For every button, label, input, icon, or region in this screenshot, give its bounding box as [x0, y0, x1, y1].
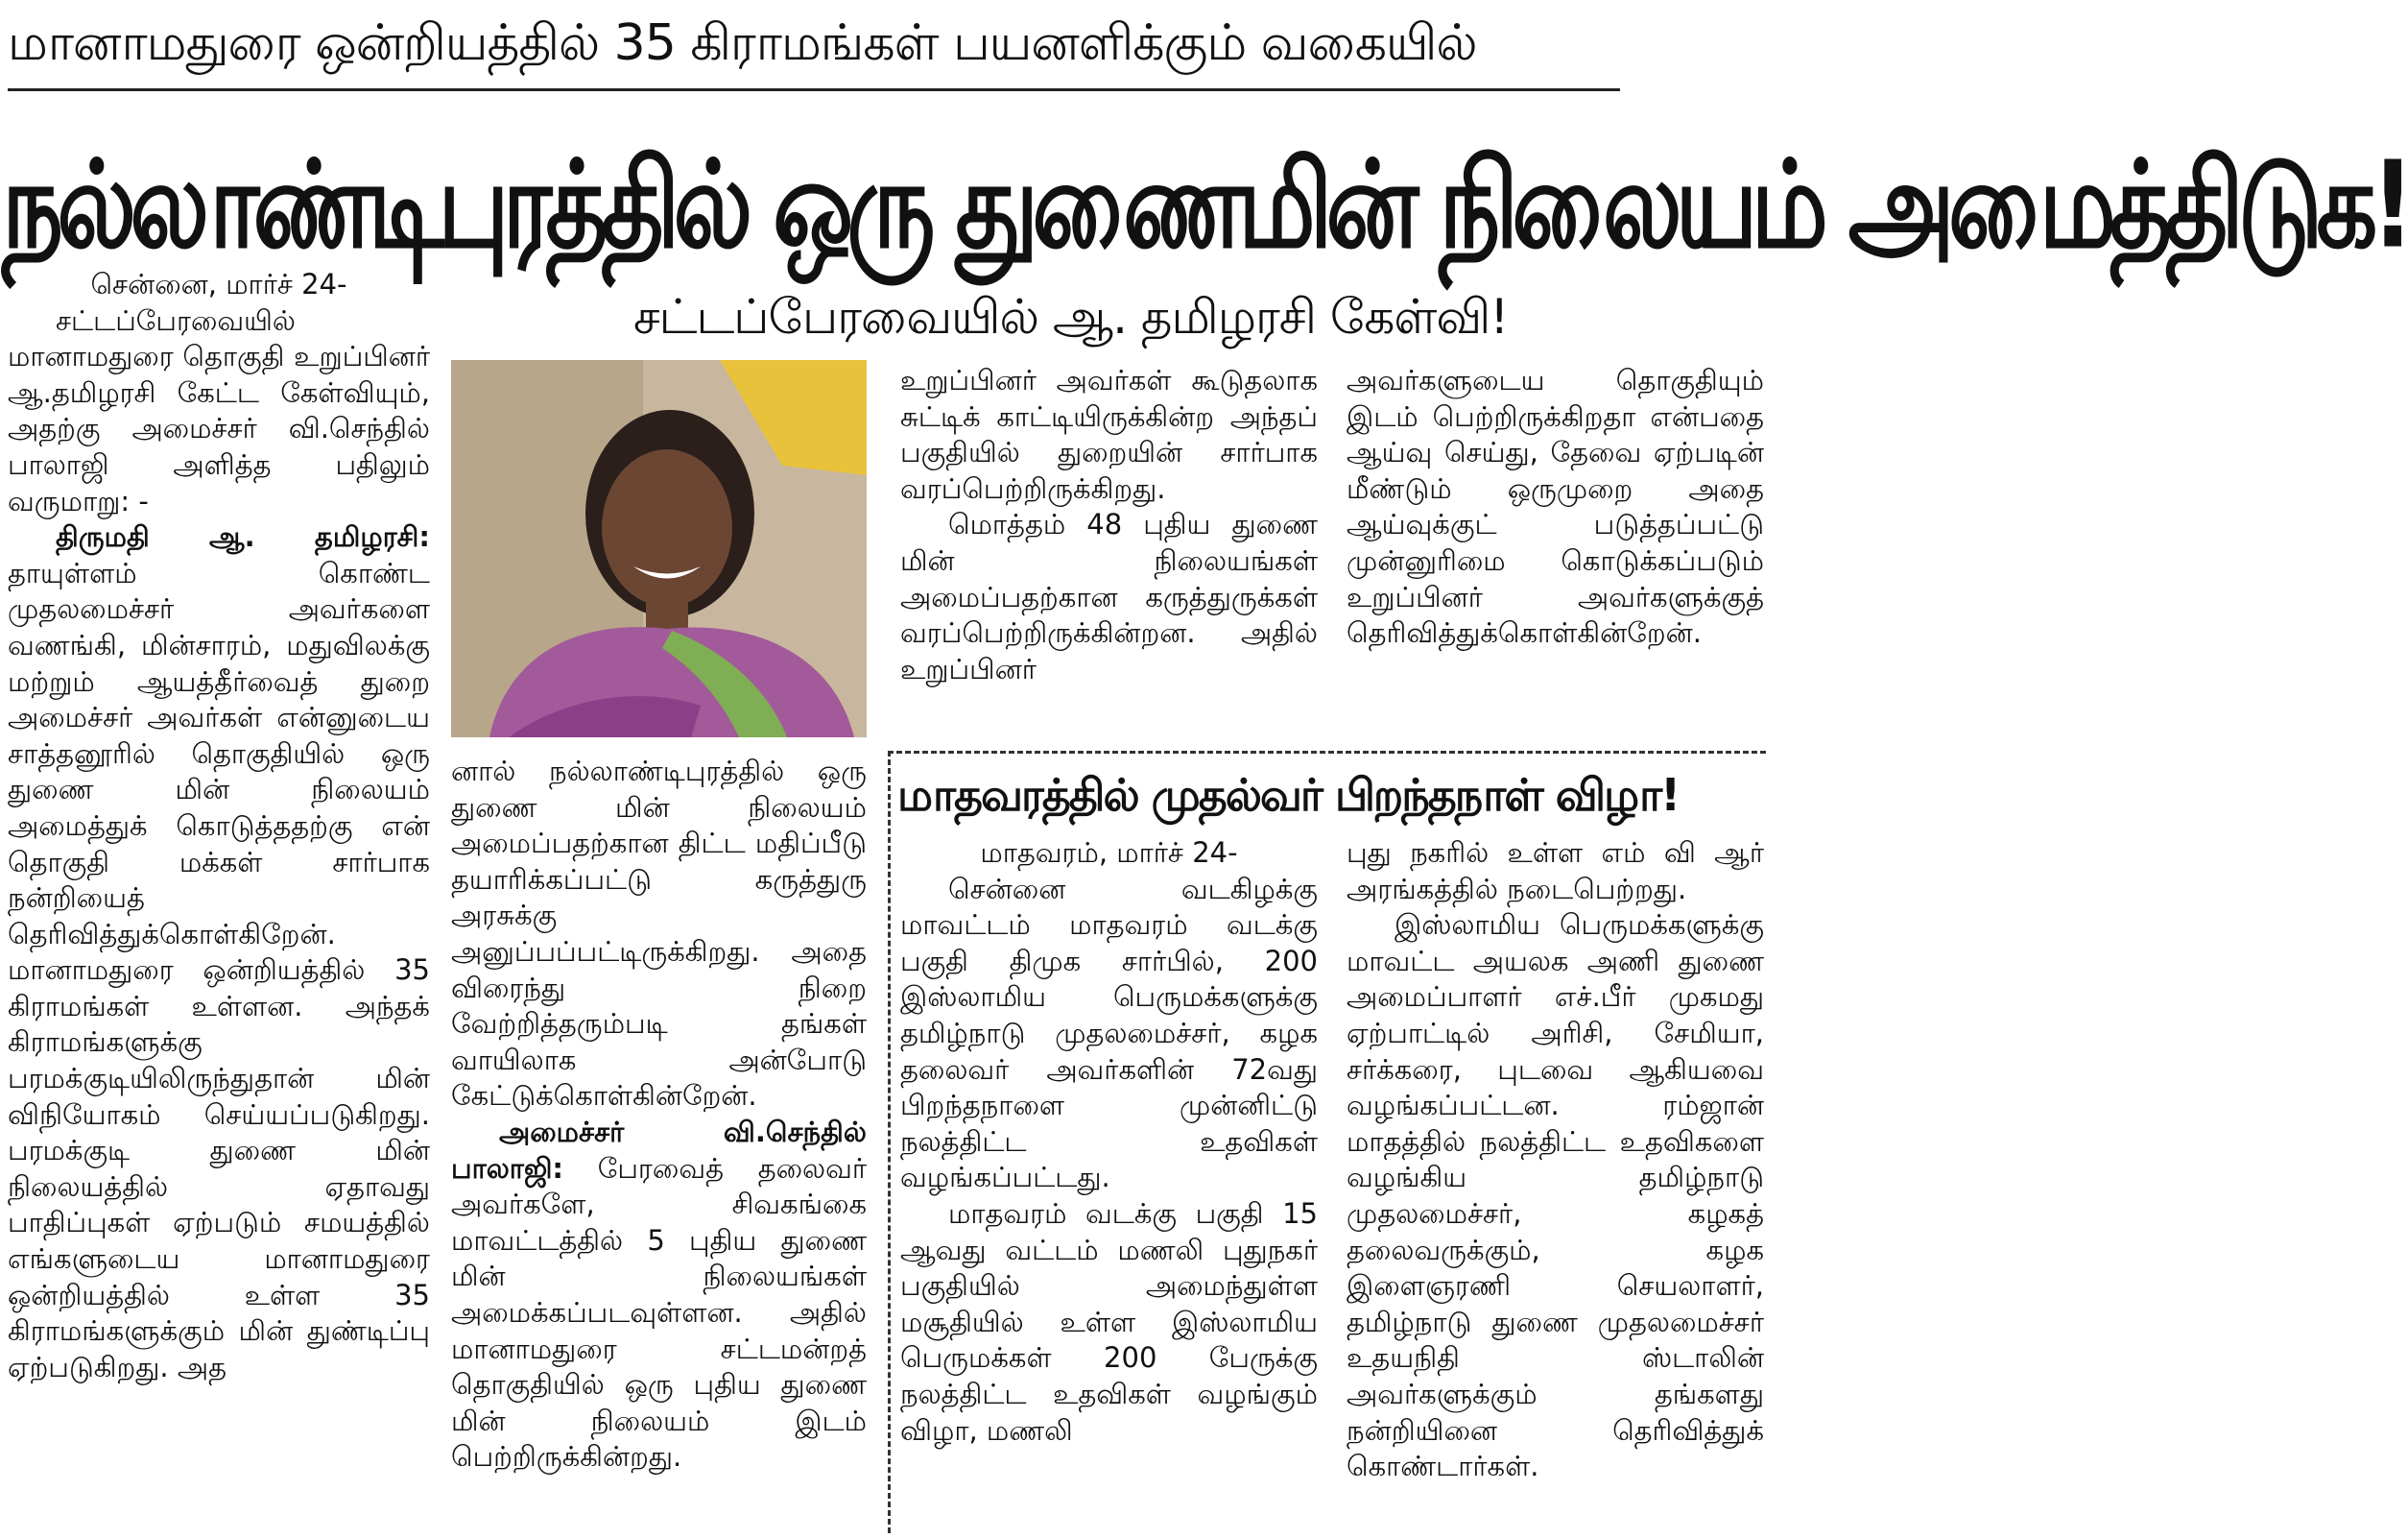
- box-col2-p2: இஸ்லாமிய பெருமக்களுக்கு மாவட்ட அயலக அணி துணை அமைப்பாளர் எச்.பீர் முகமது ஏற்பாட்டில் அரிசி, சேமியா, சர்க்கரை, புடவை ஆகியவை வழங்கப்பட்டன. ரம்ஜான் மாதத்தில் நலத்திட்ட உதவிகளை வழங்கிய தமிழ்நாடு முதலமைச்சர், கழகத் தலைவருக்கும், கழக இளைஞரணி செயலாளர், தமிழ்நாடு துணை முதலமைச்சர் உதயநிதி ஸ்டாலின் அவர்களுக்கும் தங்களது நன்றியினை தெரிவித்துக் கொண்டார்கள்.: [1347, 908, 1764, 1483]
- speaker-minister: அமைச்சர் வி.செந்தில் பாலாஜி:: [451, 1115, 867, 1185]
- article-intro: சட்டப்பேரவையில் மானாமதுரை தொகுதி உறுப்பினர் ஆ.தமிழரசி கேட்ட கேள்வியும், அதற்கு அமைச்சர் வி.செந்தில் பாலாஜி அளித்த பதிலும் வருமாறு: -: [8, 303, 430, 517]
- minister-reply: பேரவைத் தலைவர் அவர்களே, சிவகங்கை மாவட்டத்தில் 5 புதிய துணை மின் நிலையங்கள் அமைக்கப்படவுள்ளன. அதில் மானாமதுரை சட்டமன்றத் தொகுதியில் ஒரு புதிய துணை மின் நிலையம் இடம் பெற்றிருக்கின்றது.: [451, 1151, 867, 1474]
- article-dateline: சென்னை, மார்ச் 24-: [90, 268, 347, 300]
- box-headline: மாதவரத்தில் முதல்வர் பிறந்தநாள் விழா!: [897, 769, 1680, 821]
- box-border-left: [888, 751, 891, 1533]
- portrait-photo: [451, 360, 867, 737]
- article-col3-p2: மொத்தம் 48 புதிய துணை மின் நிலையங்கள் அமைப்பதற்கான கருத்துருக்கள் வரப்பெற்றிருக்கின்றன. அதில் உறுப்பினர்: [900, 508, 1318, 685]
- kicker-rule: [8, 88, 1620, 91]
- box-border-top: [888, 751, 1766, 754]
- box-col1-p1: சென்னை வடகிழக்கு மாவட்டம் மாதவரம் வடக்கு பகுதி திமுக சார்பில், 200 இஸ்லாமிய பெருமக்களுக்கு தமிழ்நாடு முதலமைச்சர், கழக தலைவர் அவர்களின் 72வது பிறந்தநாளை முன்னிட்டு நலத்திட்ட உதவிகள் வழங்கப்பட்டது.: [900, 872, 1318, 1194]
- article-column-4: [1347, 363, 1764, 652]
- box-column-2: [1347, 835, 1764, 1485]
- speaker-tamilarasi: திருமதி ஆ. தமிழரசி:: [56, 520, 430, 554]
- article-column-2: [451, 754, 867, 1476]
- box-col2-p1: புது நகரில் உள்ள எம் வி ஆர் அரங்கத்தில் நடைபெற்றது.: [1347, 836, 1764, 905]
- box-column-1: [900, 835, 1318, 1449]
- article-subhead: சட்டப்பேரவையில் ஆ. தமிழரசி கேள்வி!: [633, 289, 1509, 345]
- article-col3-p1: உறுப்பினர் அவர்கள் கூடுதலாக சுட்டிக் காட்டியிருக்கின்ற அந்தப் பகுதியில் துறையின் சார்பாக வரப்பெற்றிருக்கிறது.: [900, 364, 1318, 505]
- article-column-3: [900, 363, 1318, 687]
- article-col4-p1: அவர்களுடைய தொகுதியும் இடம் பெற்றிருக்கிறதா என்பதை ஆய்வு செய்து, தேவை ஏற்படின் மீண்டும் ஒருமுறை அதை ஆய்வுக்குட் படுத்தப்பட்டு முன்னுரிமை கொடுக்கப்படும் உறுப்பினர் அவர்களுக்குத் தெரிவித்துக்கொள்கின்றேன்.: [1347, 364, 1764, 650]
- box-col1-p2: மாதவரம் வடக்கு பகுதி 15 ஆவது வட்டம் மணலி புதுநகர் பகுதியில் அமைந்துள்ள மசூதியில் உள்ள இஸ்லாமிய பெருமக்கள் 200 பேருக்கு நலத்திட்ட உதவிகள் வழங்கும் விழா, மணலி: [900, 1196, 1318, 1447]
- tamilarasi-speech: தாயுள்ளம் கொண்ட முதலமைச்சர் அவர்களை வணங்கி, மின்சாரம், மதுவிலக்கு மற்றும் ஆயத்தீர்வைத் துறை அமைச்சர் அவர்கள் என்னுடைய சாத்தனூரில் தொகுதியில் ஒரு துணை மின் நிலையம் அமைத்துக் கொடுத்ததற்கு என் தொகுதி மக்கள் சார்பாக நன்றியைத் தெரிவித்துக்கொள்கிறேன். மானாமதுரை ஒன்றியத்தில் 35 கிராமங்கள் உள்ளன. அந்தக் கிராமங்களுக்கு பரமக்குடியிலிருந்துதான் மின் விநியோகம் செய்யப்படுகிறது. பரமக்குடி துணை மின் நிலையத்தில் ஏதாவது பாதிப்புகள் ஏற்படும் சமயத்தில் எங்களுடைய மானாமதுரை ஒன்றியத்தில் உள்ள 35 கிராமங்களுக்கும் மின் துண்டிப்பு ஏற்படுகிறது. அத: [8, 556, 430, 1383]
- article-col2-text: னால் நல்லாண்டிபுரத்தில் ஒரு துணை மின் நிலையம் அமைப்பதற்கான திட்ட மதிப்பீடு தயாரிக்கப்பட்டு கருத்துரு அரசுக்கு அனுப்பப்பட்டிருக்கிறது. அதை விரைந்து நிறை வேற்றித்தரும்படி தங்கள் வாயிலாக அன்போடு கேட்டுக்கொள்கின்றேன்.: [451, 755, 867, 1113]
- box-dateline: மாதவரம், மார்ச் 24-: [980, 836, 1238, 869]
- article-column-1: [8, 267, 430, 1385]
- article-kicker: மானாமதுரை ஒன்றியத்தில் 35 கிராமங்கள் பயனளிக்கும் வகையில்: [8, 14, 1477, 72]
- article-headline: நல்லாண்டிபுரத்தில் ஒரு துணைமின் நிலையம் அமைத்திடுக!: [2, 134, 2408, 276]
